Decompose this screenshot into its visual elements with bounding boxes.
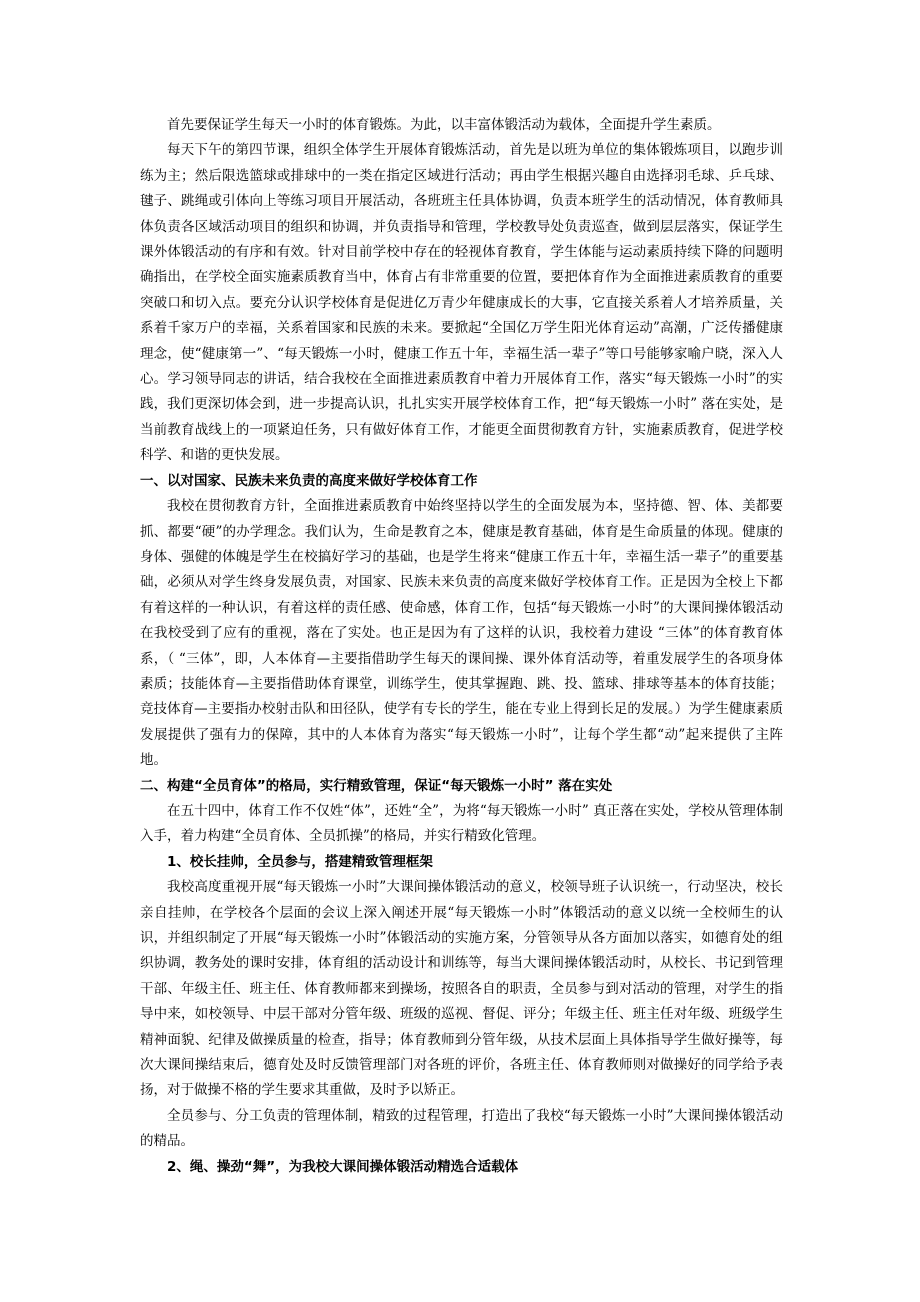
paragraph-intro: 首先要保证学生每天一小时的体育锻炼。为此，以丰富体锻活动为载体，全面提升学生素质。: [167, 117, 721, 133]
paragraph-subsection-1-summary: 全员参与、分工负责的管理体制，精致的过程管理，打造出了我校“每天锻炼一小时”大课间操体锻活动的精品。: [140, 1107, 783, 1150]
heading-section-2: 二、构建“全员育体”的格局，实行精致管理，保证“每天锻炼一小时” 落在实处: [140, 777, 613, 794]
heading-subsection-2: 2、绳、操劲“舞”，为我校大课间操体锻活动精选合适载体: [167, 1158, 519, 1175]
paragraph-section-1: 我校在贯彻教育方针，全面推进素质教育中始终坚持以学生的全面发展为本，坚持德、智、体、美都要抓、都要“硬”的办学理念。我们认为，生命是教育之本，健康是教育基础，体育是生命质量的体现。健康的身体、强健的体魄是学生在校搞好学习的基础，也是学生将来“健康工作五十年，幸福生活一辈子”的重要基础，必须从对学生终身发展负责，对国家、民族未来负责的高度来做好学校体育工作。正是因为全校上下都有着这样的一种认识，有着这样的责任感、使命感，体育工作，包括“每天锻炼一小时”的大课间操体锻活动在我校受到了应有的重视，落在了实处。也正是因为有了这样的认识，我校着力建设 “三体”的体育教育体系，（ “三体”，即，人本体育—主要指借助学生每天的课间操、课外体育活动等，着重发展学生的各项身体素质；技能体育—主要指借助体育课堂，训练学生，使其掌握跑、跳、投、篮球、排球等基本的体育技能；竞技体育—主要指办校射击队和田径队，使学有专长的学生，能在专业上得到长足的发展。）为学生健康素质发展提供了强有力的保障，其中的人本体育为落实“每天锻炼一小时”，让每个学生都“动”起来提供了主阵地。: [140, 498, 783, 769]
paragraph-afternoon-activities: 每天下午的第四节课，组织全体学生开展体育锻炼活动，首先是以班为单位的集体锻炼项目，以跑步训练为主；然后限选篮球或排球中的一类在指定区域进行活动；再由学生根据兴趣自由选择羽毛球、乒乓球、毽子、跳绳或引体向上等练习项目开展活动，各班班主任具体协调，负责本班学生的活动情况，体育教师具体负责各区域活动项目的组织和协调，并负责指导和管理，学校教导处负责巡查，做到层层落实，保证学生课外体锻活动的有序和有效。针对目前学校中存在的轻视体育教育，学生体能与运动素质持续下降的问题明确指出，在学校全面实施素质教育当中，体育占有非常重要的位置，要把体育作为全面推进素质教育的重要突破口和切入点。要充分认识学校体育是促进亿万青少年健康成长的大事，它直接关系着人才培养质量，关系着千家万户的幸福，关系着国家和民族的未来。要掀起“全国亿万学生阳光体育运动”高潮，广泛传播健康理念，使“健康第一”、“每天锻炼一小时，健康工作五十年，幸福生活一辈子”等口号能够家喻户晓，深入人心。学习领导同志的讲话，结合我校在全面推进素质教育中着力开展体育工作，落实“每天锻炼一小时”的实践，我们更深切体会到，进一步提高认识，扎扎实实开展学校体育工作，把“每天锻炼一小时” 落在实处，是当前教育战线上的一项紧迫任务，只有做好体育工作，才能更全面贯彻教育方针，实施素质教育，促进学校科学、和谐的更快发展。: [140, 142, 783, 464]
heading-section-1: 一、以对国家、民族未来负责的高度来做好学校体育工作: [140, 472, 478, 489]
paragraph-subsection-1: 我校高度重视开展“每天锻炼一小时”大课间操体锻活动的意义，校领导班子认识统一，行动坚决，校长亲自挂帅，在学校各个层面的会议上深入阐述开展“每天锻炼一小时”体锻活动的意义以统一全校师生的认识，并组织制定了开展“每天锻炼一小时”体锻活动的实施方案，分管领导从各方面加以落实，如德育处的组织协调，教务处的课时安排，体育组的活动设计和训练等，每当大课间操体锻活动时，从校长、书记到管理干部、年级主任、班主任、体育教师都来到操场，按照各自的职责，全员参与到对活动的管理，对学生的指导中来，如校领导、中层干部对分管年级、班级的巡视、督促、评分；年级主任、班主任对年级、班级学生精神面貌、纪律及做操质量的检查，指导；体育教师到分管年级，从技术层面上具体指导学生做好操等，每次大课间操结束后，德育处及时反馈管理部门对各班的评价，各班主任、体育教师则对做操好的同学给予表扬，对于做操不格的学生要求其重做，及时予以矫正。: [140, 879, 783, 1099]
heading-subsection-1: 1、校长挂帅，全员参与，搭建精致管理框架: [167, 853, 433, 870]
document-page: [140, 113, 783, 1180]
paragraph-section-2-intro: 在五十四中，体育工作不仅姓“体”，还姓“全”，为将“每天锻炼一小时” 真正落在实处，学校从管理体制入手，着力构建“全员育体、全员抓操”的格局，并实行精致化管理。: [140, 802, 783, 845]
